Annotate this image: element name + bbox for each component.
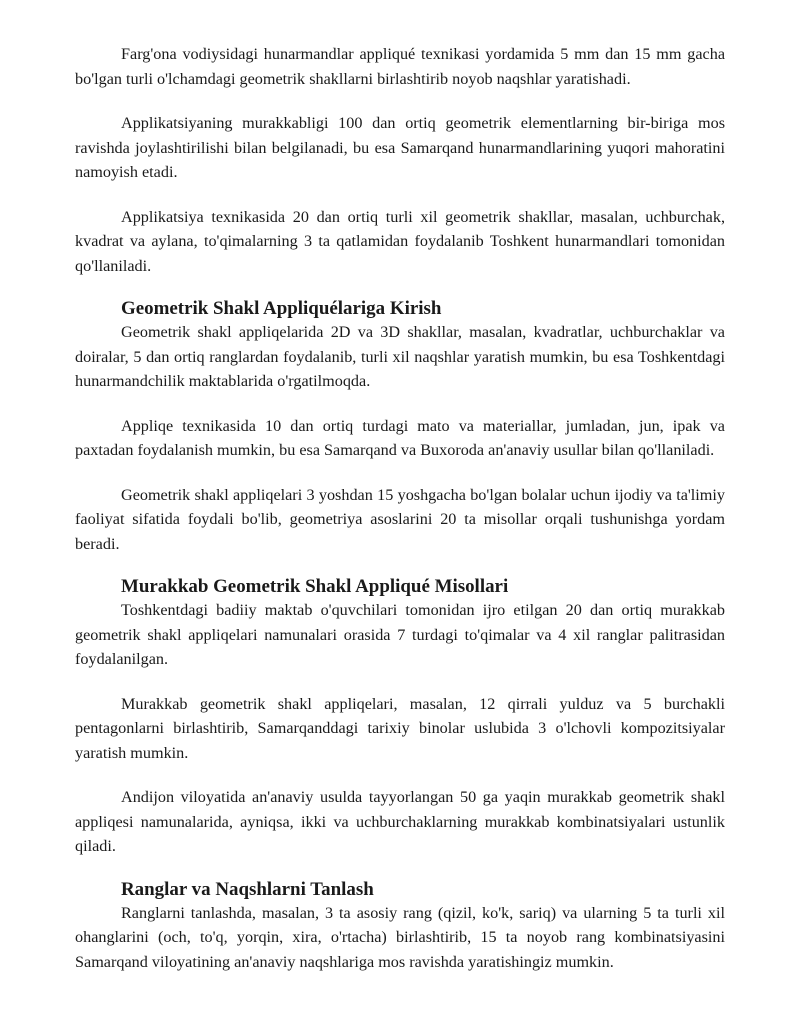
paragraph: Andijon viloyatida an'anaviy usulda tayyorlangan 50 ga yaqin murakkab geometrik shakl appliqesi namunalarida, ayniqsa, ikki va uchburchaklarning murakkab kombinatsiyalari ustunlik qiladi.: [75, 788, 725, 855]
document-page: [75, 42, 725, 974]
section-heading: Geometrik Shakl Appliquélariga Kirish: [121, 298, 442, 319]
paragraph: Applikatsiya texnikasida 20 dan ortiq turli xil geometrik shakllar, masalan, uchburchak, kvadrat va aylana, to'qimalarning 3 ta qatlamidan foydalanib Toshkent hunarmandlari tomonidan qo'llaniladi.: [75, 207, 725, 275]
section-heading: Ranglar va Naqshlarni Tanlash: [121, 878, 374, 900]
paragraph: Geometrik shakl appliqelarida 2D va 3D shakllar, masalan, kvadratlar, uchburchaklar va doiralar, 5 dan ortiq ranglardan foydalanib, turli xil naqshlar yaratish mumkin, bu esa Toshkentdagi hunarmandchilik maktablarida o'rgatilmoqda.: [75, 323, 725, 390]
paragraph: Farg'ona vodiysidagi hunarmandlar appliqué texnikasi yordamida 5 mm dan 15 mm gacha bo'lgan turli o'lchamdagi geometrik shakllarni birlashtirib noyob naqshlar yaratishadi.: [75, 45, 725, 88]
paragraph: Ranglarni tanlashda, masalan, 3 ta asosiy rang (qizil, ko'k, sariq) va ularning 5 ta turli xil ohanglarini (och, to'q, yorqin, xira, o'rtacha) birlashtirib, 15 ta noyob rang kombinatsiyasini Samarqand viloyatining an'anaviy naqshlariga mos ravishda yaratishingiz mumkin.: [75, 903, 725, 971]
paragraph: Geometrik shakl appliqelari 3 yoshdan 15 yoshgacha bo'lgan bolalar uchun ijodiy va ta'limiy faoliyat sifatida foydali bo'lib, geometriya asoslarini 20 ta misollar orqali tushunishga yordam beradi.: [75, 485, 725, 553]
paragraph: Applikatsiyaning murakkabligi 100 dan ortiq geometrik elementlarning bir-biriga mos ravishda joylashtirilishi bilan belgilanadi, bu esa Samarqand hunarmandlarining yuqori mahoratini namoyish etadi.: [75, 114, 725, 181]
section-heading: Murakkab Geometrik Shakl Appliqué Misollari: [121, 576, 509, 597]
paragraph: Murakkab geometrik shakl appliqelari, masalan, 12 qirrali yulduz va 5 burchakli pentagonlarni birlashtirib, Samarqanddagi tarixiy binolar uslubida 3 o'lchovli kompozitsiyalar yaratish mumkin.: [75, 694, 725, 762]
paragraph: Appliqe texnikasida 10 dan ortiq turdagi mato va materiallar, jumladan, jun, ipak va paxtadan foydalanish mumkin, bu esa Samarqand va Buxoroda an'anaviy usullar bilan qo'llaniladi.: [75, 416, 725, 459]
paragraph: Toshkentdagi badiiy maktab o'quvchilari tomonidan ijro etilgan 20 dan ortiq murakkab geometrik shakl appliqelari namunalari orasida 7 turdagi to'qimalar va 4 xil ranglar palitrasidan foydalanilgan.: [75, 601, 725, 668]
